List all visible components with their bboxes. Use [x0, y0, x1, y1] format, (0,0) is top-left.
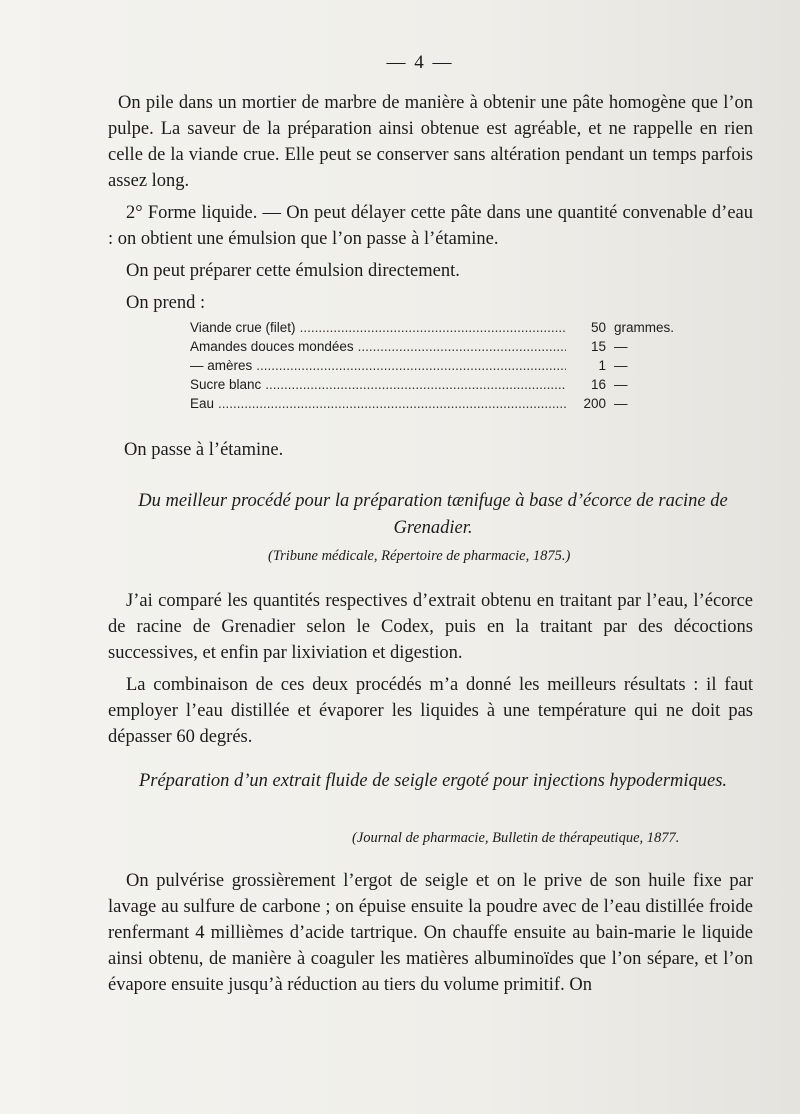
paragraph: On pulvérise grossièrement l’ergot de seigle et on le prive de son huile fixe par lavage au sulfure de carbone ; on épuise ensuite la poudre avec de l’eau distillée froide renfermant 4 millièmes d’acide tartrique. On chauffe ensuite au bain-marie le liquide ainsi obtenu, de manière à coaguler les matières albuminoïdes que l’on sépare, et l’on évapore ensuite jusqu’à réduction au tiers du volume primitif. On [108, 871, 753, 995]
paragraph: On peut préparer cette émulsion directement. [126, 261, 460, 281]
paragraph: J’ai comparé les quantités respectives d’extrait obtenu en traitant par l’eau, l’écorce de racine de Grenadier selon le Codex, puis en la traitant par des décoctions successives, et enfin par lixiviation et digestion. [108, 591, 753, 663]
text-block-intro [108, 90, 753, 316]
recipe-row [190, 375, 690, 394]
leader-dots [358, 337, 566, 356]
recipe-row [190, 356, 690, 375]
section-title: Préparation d’un extrait fluide de seigle ergoté pour injections hypodermiques. [138, 771, 728, 791]
page-number: — 4 — [386, 52, 454, 73]
recipe-instruction: On passe à l’étamine. [124, 440, 284, 460]
ingredient-unit: — [614, 358, 628, 373]
recipe-list [190, 318, 690, 413]
paragraph: La combinaison de ces deux procédés m’a donné les meilleurs résultats : il faut employer l’eau distillée et évaporer les liquides à une température qui ne doit pas dépasser 60 degrés. [108, 675, 753, 747]
recipe-row [190, 318, 690, 337]
recipe-row [190, 337, 690, 356]
ingredient-name: — amères [190, 358, 253, 373]
ingredient-unit: — [614, 396, 628, 411]
leader-dots [256, 356, 566, 375]
paragraph: On pile dans un mortier de marbre de manière à obtenir une pâte homogène que l’on pulpe. La saveur de la préparation ainsi obtenue est agréable, et ne rappelle en rien celle de la viande crue. Elle peut se conserver sans altération pendant un temps parfois assez long. [108, 93, 753, 191]
leader-dots [218, 394, 566, 413]
paragraph: 2° Forme liquide. — On peut délayer cette pâte dans une quantité convenable d’eau : on obtient une émulsion que l’on passe à l’étamine. [108, 203, 753, 249]
ingredient-name: Amandes douces mondées [190, 339, 354, 354]
text-block-grenadier [108, 588, 753, 750]
text-block-seigle [108, 868, 753, 998]
ingredient-unit: — [614, 339, 628, 354]
ingredient-quantity: 1 [598, 358, 606, 373]
paragraph: On prend : [126, 293, 206, 313]
source-citation: (Tribune médicale, Répertoire de pharmacie, 1875.) [268, 548, 571, 564]
ingredient-quantity: 15 [590, 339, 606, 354]
ingredient-unit: — [614, 377, 628, 392]
ingredient-name: Viande crue (filet) [190, 320, 296, 335]
recipe-row [190, 394, 690, 413]
ingredient-quantity: 50 [590, 320, 606, 335]
ingredient-name: Eau [190, 396, 215, 411]
ingredient-quantity: 200 [583, 396, 606, 411]
leader-dots [300, 318, 566, 337]
leader-dots [265, 375, 566, 394]
source-citation: (Journal de pharmacie, Bulletin de thérapeutique, 1877. [352, 830, 680, 846]
section-title: Du meilleur procédé pour la préparation tænifuge à base d’écorce de racine de Grenadier. [138, 491, 728, 538]
ingredient-unit: grammes. [614, 320, 675, 335]
ingredient-name: Sucre blanc [190, 377, 262, 392]
ingredient-quantity: 16 [590, 377, 606, 392]
